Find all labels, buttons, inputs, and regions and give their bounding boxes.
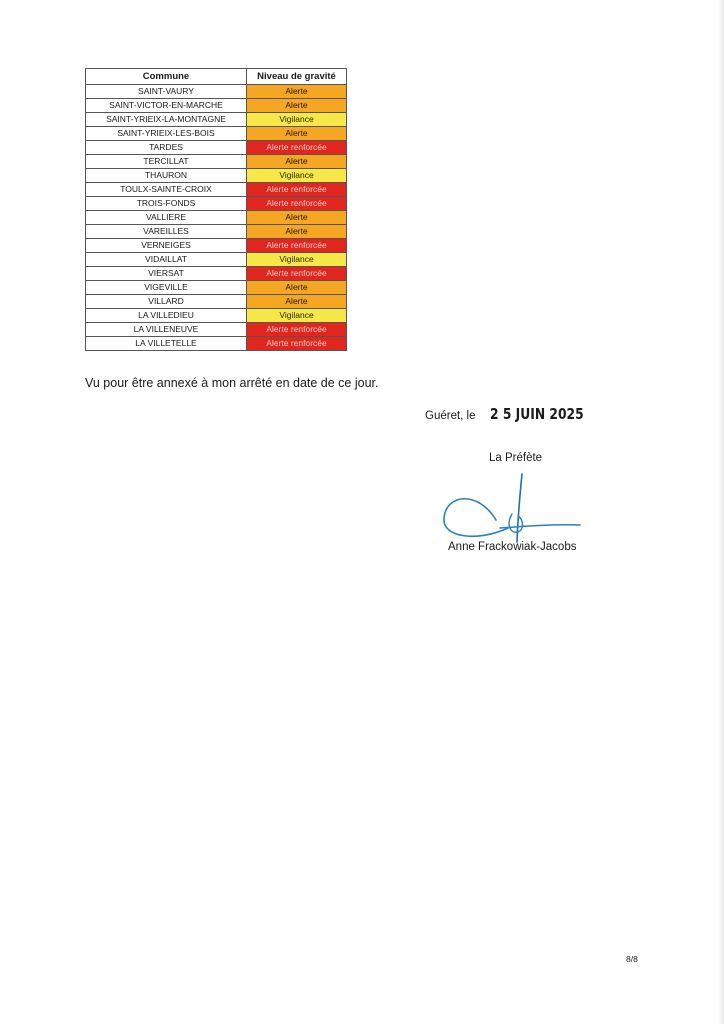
date-stamp: 2 5 JUIN 2025 bbox=[489, 405, 584, 423]
scan-page-edge bbox=[718, 0, 724, 1024]
gravity-level-cell: Alerte bbox=[247, 99, 347, 113]
commune-cell: LA VILLETELLE bbox=[86, 337, 247, 351]
table-row bbox=[86, 253, 347, 267]
gravity-level-cell: Alerte renforcée bbox=[247, 323, 347, 337]
table-row bbox=[86, 197, 347, 211]
commune-cell: TOULX-SAINTE-CROIX bbox=[86, 183, 247, 197]
gravity-level-cell: Vigilance bbox=[247, 253, 347, 267]
table-row bbox=[86, 141, 347, 155]
table-body bbox=[86, 85, 347, 351]
gravity-level-cell: Alerte renforcée bbox=[247, 337, 347, 351]
gravity-level-cell: Alerte bbox=[247, 127, 347, 141]
signatory-title: La Préfète bbox=[489, 452, 543, 464]
column-header-level: Niveau de gravité bbox=[247, 69, 347, 85]
gravity-level-cell: Alerte bbox=[247, 225, 347, 239]
gravity-level-cell: Alerte renforcée bbox=[247, 183, 347, 197]
table-row bbox=[86, 113, 347, 127]
commune-cell: LA VILLEDIEU bbox=[86, 309, 247, 323]
commune-cell: THAURON bbox=[86, 169, 247, 183]
commune-cell: TERCILLAT bbox=[86, 155, 247, 169]
gravity-level-cell: Alerte bbox=[247, 211, 347, 225]
commune-cell: VIDAILLAT bbox=[86, 253, 247, 267]
table-row bbox=[86, 323, 347, 337]
gravity-level-cell: Alerte bbox=[247, 295, 347, 309]
commune-cell: TROIS-FONDS bbox=[86, 197, 247, 211]
commune-cell: SAINT-YRIEIX-LES-BOIS bbox=[86, 127, 247, 141]
column-header-commune: Commune bbox=[86, 69, 247, 85]
commune-cell: VIERSAT bbox=[86, 267, 247, 281]
commune-cell: SAINT-VAURY bbox=[86, 85, 247, 99]
commune-cell: VAREILLES bbox=[86, 225, 247, 239]
commune-gravity-table bbox=[85, 68, 347, 351]
table-row bbox=[86, 337, 347, 351]
gravity-level-cell: Vigilance bbox=[247, 169, 347, 183]
place-label: Guéret, le bbox=[425, 410, 476, 422]
table-row bbox=[86, 85, 347, 99]
gravity-level-cell: Vigilance bbox=[247, 113, 347, 127]
commune-cell: SAINT-VICTOR-EN-MARCHE bbox=[86, 99, 247, 113]
gravity-level-cell: Alerte renforcée bbox=[247, 141, 347, 155]
place-date-line bbox=[425, 405, 604, 423]
commune-cell: VILLARD bbox=[86, 295, 247, 309]
commune-cell: VIGEVILLE bbox=[86, 281, 247, 295]
commune-cell: VALLIERE bbox=[86, 211, 247, 225]
table-row bbox=[86, 211, 347, 225]
table-row bbox=[86, 225, 347, 239]
table-row bbox=[86, 295, 347, 309]
commune-cell: VERNEIGES bbox=[86, 239, 247, 253]
gravity-level-cell: Alerte bbox=[247, 281, 347, 295]
gravity-level-cell: Alerte renforcée bbox=[247, 267, 347, 281]
gravity-level-cell: Alerte renforcée bbox=[247, 197, 347, 211]
page-number: 8/8 bbox=[626, 954, 638, 964]
table-row bbox=[86, 99, 347, 113]
handwritten-signature bbox=[438, 472, 588, 544]
annex-note: Vu pour être annexé à mon arrêté en date de ce jour. bbox=[85, 376, 379, 390]
table-row bbox=[86, 239, 347, 253]
table-row bbox=[86, 309, 347, 323]
gravity-level-cell: Alerte bbox=[247, 85, 347, 99]
commune-cell: TARDES bbox=[86, 141, 247, 155]
table-row bbox=[86, 183, 347, 197]
gravity-level-cell: Alerte renforcée bbox=[247, 239, 347, 253]
gravity-level-cell: Vigilance bbox=[247, 309, 347, 323]
commune-cell: SAINT-YRIEIX-LA-MONTAGNE bbox=[86, 113, 247, 127]
table-row bbox=[86, 267, 347, 281]
table-row bbox=[86, 127, 347, 141]
table-header-row bbox=[86, 69, 347, 85]
table-row bbox=[86, 281, 347, 295]
signatory-name: Anne Frackowiak-Jacobs bbox=[448, 541, 577, 553]
table-row bbox=[86, 155, 347, 169]
gravity-level-cell: Alerte bbox=[247, 155, 347, 169]
table-row bbox=[86, 169, 347, 183]
commune-cell: LA VILLENEUVE bbox=[86, 323, 247, 337]
